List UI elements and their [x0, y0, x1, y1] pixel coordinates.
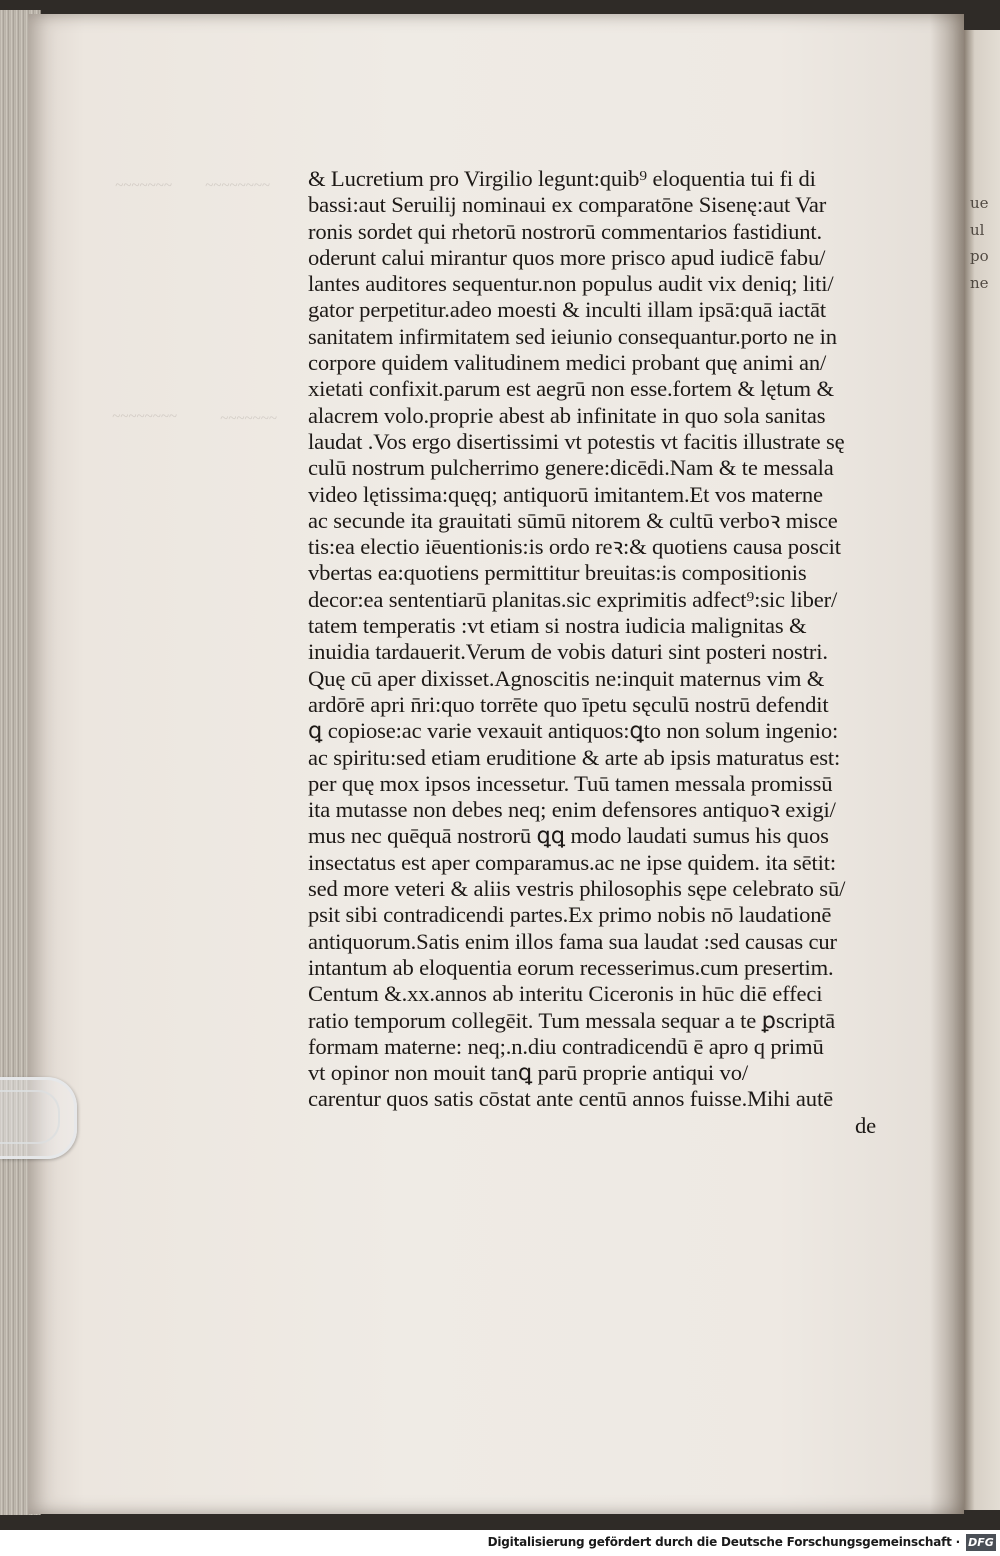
text-line: corpore quidem valitudinem medici probant quę animi an/: [308, 350, 827, 376]
catchword: de: [854, 1112, 876, 1138]
text-line: & Lucretium pro Virgilio legunt:quib⁹ eloquentia tui fi di: [308, 166, 816, 191]
text-line: oderunt calui mirantur quos more prisco apud iudicē fabu/: [308, 244, 826, 270]
text-line: culū nostrum pulcherrimo genere:dicēdi.Nam & te messala: [308, 455, 834, 481]
text-line: ronis sordet qui rhetorū nostrorū commentarios fastidiunt.: [308, 218, 823, 244]
text-line: Centum &.xx.annos ab interitu Ciceronis in hūc diē effeci: [308, 981, 823, 1007]
text-line: Quę cū aper dixisset.Agnoscitis ne:inquit maternus vim &: [308, 665, 825, 691]
text-line: video lętissima:quęq; antiquorū imitantem.Et vos materne: [308, 481, 823, 507]
text-line: insectatus est aper comparamus.ac ne ipse quidem. ita sētit:: [308, 849, 837, 875]
text-line: formam materne: neq;.n.diu contradicendū ē apro q primū: [308, 1033, 824, 1059]
text-line: sed more veteri & aliis vestris philosophis sępe celebrato sū/: [308, 876, 846, 902]
text-line: mus nec quēquā nostrorū ꝗꝗ modo laudati sumus his quos: [308, 823, 829, 849]
text-line: decor:ea sententiarū planitas.sic exprimitis adfect⁹:sic liber/: [308, 586, 838, 612]
gutter-shadow: [930, 14, 964, 1514]
text-line: bassi:aut Seruilij nominaui ex comparatōne Sisenę:aut Var: [308, 192, 827, 218]
text-line: tis:ea electio iēuentionis:is ordo reꝛ:& quotiens causa poscit: [308, 534, 841, 560]
page-clip-inner-loop: [0, 1090, 60, 1144]
text-line: ratio temporum collegēit. Tum messala sequar a te ꝑscriptā: [308, 1007, 836, 1033]
dfg-logo: DFG: [966, 1534, 996, 1551]
text-line: ardōrē apri n̄ri:quo torrēte quo īpetu sęculū nostrū defendit: [308, 691, 829, 717]
text-line: laudat .Vos ergo disertissimi vt potestis vt facitis illustrate sę: [308, 428, 845, 454]
text-line: antiquorum.Satis enim illos fama sua laudat :sed causas cur: [308, 928, 837, 954]
text-line: ita mutasse non debes neq; enim defensores antiquoꝛ exigi/: [308, 797, 836, 823]
text-line: carentur quos satis cōstat ante centū annos fuisse.Mihi autē: [308, 1086, 833, 1112]
text-line: lantes auditores sequentur.non populus audit vix deniq; liti/: [308, 271, 834, 297]
text-line: alacrem volo.proprie abest ab infinitate in quo sola sanitas: [308, 402, 826, 428]
show-through-mark: ~~~~~~~: [220, 411, 277, 427]
text-line: psit sibi contradicendi partes.Ex primo nobis nō laudationē: [308, 902, 832, 928]
text-line: vbertas ea:quotiens permittitur breuitas:is compositionis: [308, 560, 807, 586]
facing-page-fragment: [964, 30, 1000, 1510]
funding-credit: Digitalisierung gefördert durch die Deutsche Forschungsgemeinschaft ·: [487, 1535, 960, 1549]
show-through-mark: ~~~~~~~: [115, 178, 172, 194]
text-line: ac secunde ita grauitati sūmū nitorem & cultū verboꝛ misce: [308, 507, 838, 533]
text-line: gator perpetitur.adeo moesti & inculti illam ipsā:quā iactāt: [308, 297, 827, 323]
text-line: vt opinor non mouit tanꝗ parū proprie antiqui vo/: [308, 1060, 748, 1086]
text-line: sanitatem infirmitatem sed ieiunio consequantur.porto ne in: [308, 323, 837, 349]
text-line: ꝗ copiose:ac varie vexauit antiquos:ꝗto non solum ingenio:: [308, 718, 839, 744]
incunable-text-block: [308, 166, 898, 1139]
text-line: intantum ab eloquentia eorum recesserimus.cum presertim.: [308, 954, 834, 980]
text-line: xietati confixit.parum est aegrū non esse.fortem & lętum &: [308, 376, 834, 402]
text-line: inuidia tardauerit.Verum de vobis daturi sint posteri nostri.: [308, 639, 828, 665]
show-through-mark: ~~~~~~~~: [205, 178, 270, 194]
text-line: per quę mox ipsos incessetur. Tuū tamen messala promissū: [308, 770, 833, 796]
show-through-mark: ~~~~~~~~: [112, 409, 177, 425]
facing-page-text-fragment: ue ul po ne: [970, 194, 989, 292]
text-line: tatem temperatis :vt etiam si nostra iudicia malignitas &: [308, 613, 807, 639]
footer-bar: [0, 1530, 1000, 1556]
text-line: ac spiritu:sed etiam eruditione & arte ab ipsis maturatus est:: [308, 744, 841, 770]
